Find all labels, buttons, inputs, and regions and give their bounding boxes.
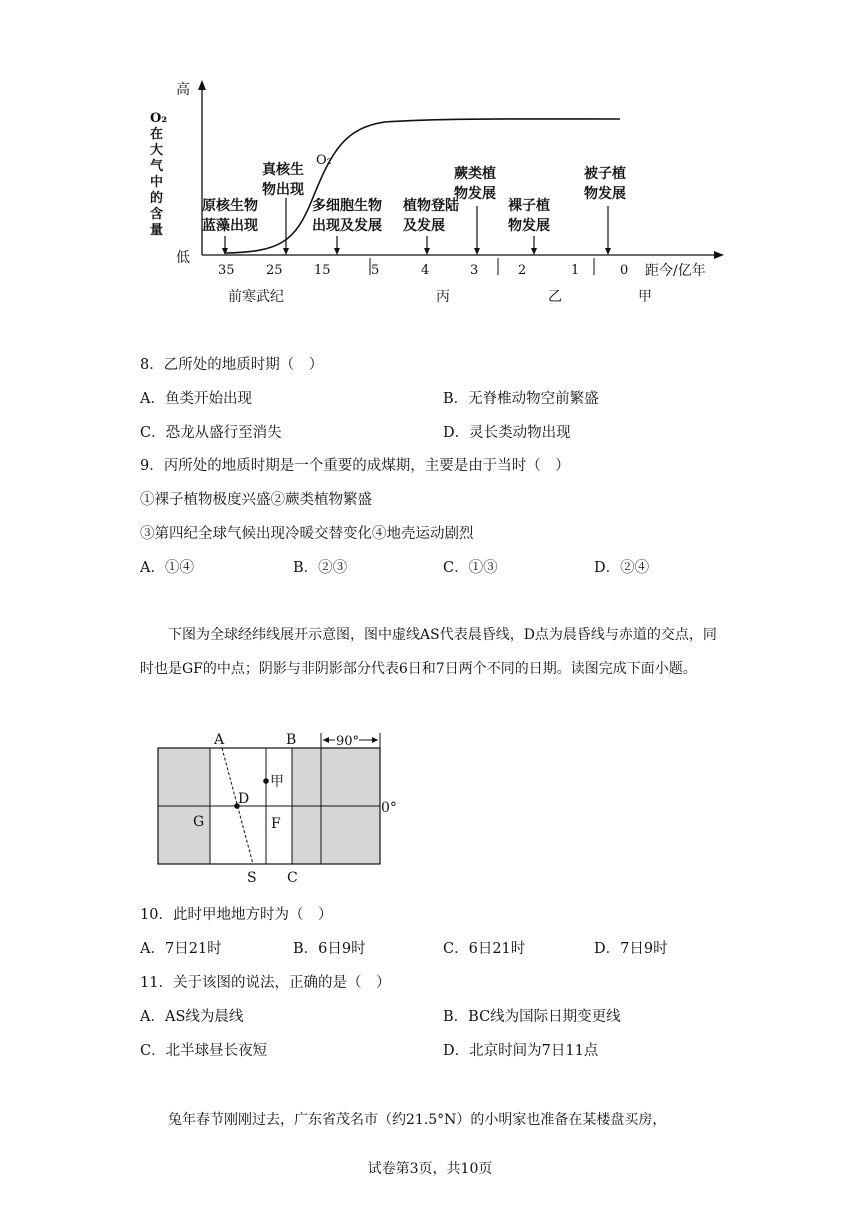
label-s: S bbox=[247, 870, 257, 886]
option[interactable]: A．7日21时 bbox=[140, 941, 222, 957]
label-equator: 0° bbox=[381, 800, 397, 816]
option[interactable]: C．①③ bbox=[443, 560, 498, 576]
label-c: C bbox=[287, 870, 298, 886]
tick-label: 1 bbox=[571, 263, 580, 278]
option[interactable]: C．6日21时 bbox=[443, 941, 526, 957]
graticule-diagram bbox=[150, 728, 410, 888]
label-b: B bbox=[286, 732, 297, 748]
question-8-stem: 8．乙所处的地质时期（ ） bbox=[140, 357, 324, 373]
tick-label: 5 bbox=[371, 263, 380, 278]
label-a: A bbox=[214, 732, 225, 748]
option[interactable]: A．鱼类开始出现 bbox=[140, 391, 252, 407]
svg-text:气: 气 bbox=[150, 159, 164, 174]
event-label: 多细胞生物 bbox=[312, 198, 382, 214]
tick-label: 4 bbox=[421, 263, 430, 278]
option[interactable]: A．AS线为晨线 bbox=[140, 1009, 244, 1025]
event-label: 蕨类植 bbox=[454, 166, 496, 182]
label-f: F bbox=[271, 816, 281, 832]
event-label: 蓝藻出现 bbox=[202, 218, 258, 234]
event-label: 物发展 bbox=[584, 186, 626, 202]
option[interactable]: D．灵长类动物出现 bbox=[443, 425, 571, 441]
era-label: 乙 bbox=[548, 289, 562, 305]
svg-text:量: 量 bbox=[150, 223, 164, 238]
event-label: 原核生物 bbox=[202, 198, 258, 214]
option[interactable]: B．②③ bbox=[293, 560, 348, 576]
event-label: 物发展 bbox=[508, 218, 550, 234]
tick-label: 15 bbox=[314, 263, 331, 278]
label-d: D bbox=[238, 791, 250, 807]
tick-label: 3 bbox=[470, 263, 479, 278]
tick-label: 25 bbox=[266, 263, 283, 278]
statement: ①裸子植物极度兴盛②蕨类植物繁盛 bbox=[140, 492, 372, 508]
event-label: 及发展 bbox=[403, 218, 445, 234]
x-tick-labels bbox=[218, 263, 628, 278]
event-label: 裸子植 bbox=[508, 198, 550, 214]
option[interactable]: B．6日9时 bbox=[293, 941, 366, 957]
option[interactable]: C．北半球昼长夜短 bbox=[140, 1043, 268, 1059]
event-label: 被子植 bbox=[584, 166, 626, 182]
question-10-stem: 10．此时甲地地方时为（ ） bbox=[140, 907, 333, 923]
option[interactable]: B．无脊椎动物空前繁盛 bbox=[443, 391, 599, 407]
x-axis-label: 距今/亿年 bbox=[645, 263, 706, 279]
passage-3: 兔年春节刚刚过去，广东省茂名市（约21.5°N）的小明家也准备在某楼盘买房， bbox=[168, 1112, 667, 1128]
passage-2: 下图为全球经纬线展开示意图，图中虚线AS代表晨昏线，D点为晨昏线与赤道的交点，同时也是GF的中点；阴影与非阴影部分代表6日和7日两个不同的日期。读图完成下面小题。 bbox=[140, 627, 717, 677]
option[interactable]: D．7日9时 bbox=[594, 941, 668, 957]
question-11-stem: 11．关于该图的说法，正确的是（ ） bbox=[140, 975, 391, 991]
label-g: G bbox=[193, 814, 205, 830]
era-label: 前寒武纪 bbox=[228, 289, 284, 305]
label-jia: 甲 bbox=[270, 774, 284, 790]
option[interactable]: D．北京时间为7日11点 bbox=[443, 1043, 599, 1059]
svg-text:O₂: O₂ bbox=[150, 111, 168, 126]
svg-text:在: 在 bbox=[150, 127, 164, 142]
option[interactable]: C．恐龙从盛行至消失 bbox=[140, 425, 282, 441]
svg-text:大: 大 bbox=[150, 143, 164, 158]
svg-text:含: 含 bbox=[150, 207, 164, 222]
option[interactable]: D．②④ bbox=[594, 560, 650, 576]
tick-label: 2 bbox=[518, 263, 527, 278]
event-label: 物发展 bbox=[454, 186, 496, 202]
svg-text:中: 中 bbox=[150, 175, 164, 190]
tick-label: 35 bbox=[218, 263, 235, 278]
span-label: 90° bbox=[336, 734, 360, 749]
option[interactable]: B．BC线为国际日期变更线 bbox=[443, 1009, 621, 1025]
y-axis-top-label: 高 bbox=[176, 82, 190, 98]
event-label: 出现及发展 bbox=[312, 218, 382, 234]
option[interactable]: A．①④ bbox=[140, 560, 194, 576]
question-9-stem: 9．丙所处的地质时期是一个重要的成煤期，主要是由于当时（ ） bbox=[140, 458, 570, 474]
event-label: 真核生 bbox=[262, 162, 304, 178]
page-footer: 试卷第3页，共10页 bbox=[367, 1161, 493, 1177]
y-axis-bottom-label: 低 bbox=[176, 250, 190, 266]
event-label: 物出现 bbox=[262, 182, 304, 198]
event-label: 植物登陆 bbox=[403, 198, 459, 214]
svg-text:的: 的 bbox=[150, 191, 164, 206]
curve-label: O₂ bbox=[316, 153, 332, 168]
oxygen-evolution-chart bbox=[140, 70, 740, 320]
era-label: 甲 bbox=[638, 289, 652, 305]
point-jia bbox=[263, 778, 269, 784]
y-axis-label bbox=[150, 111, 167, 238]
era-label: 丙 bbox=[436, 289, 450, 305]
tick-label: 0 bbox=[620, 263, 629, 278]
statement: ③第四纪全球气候出现冷暖交替变化④地壳运动剧烈 bbox=[140, 526, 474, 542]
